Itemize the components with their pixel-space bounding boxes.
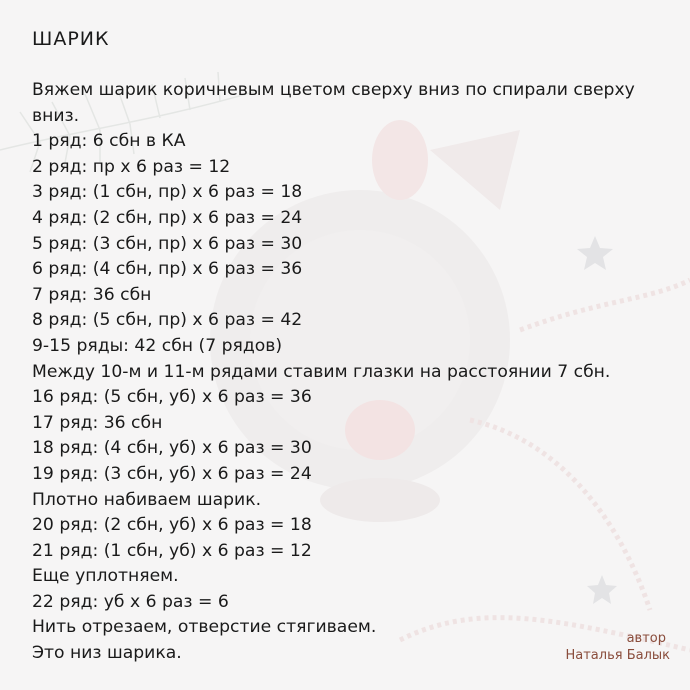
instruction-line: 20 ряд: (2 сбн, уб) х 6 раз = 18 xyxy=(32,515,312,536)
instruction-line: 19 ряд: (3 сбн, уб) х 6 раз = 24 xyxy=(32,463,312,484)
instruction-line: Между 10-м и 11-м рядами ставим глазки на расстоянии 7 сбн. xyxy=(32,361,611,382)
author-credit xyxy=(565,630,670,664)
instruction-line: Это низ шарика. xyxy=(32,643,182,664)
instruction-line: 18 ряд: (4 сбн, уб) х 6 раз = 30 xyxy=(32,438,312,459)
instruction-line: 7 ряд: 36 сбн xyxy=(32,284,152,305)
instruction-line: Еще уплотняем. xyxy=(32,566,179,587)
instruction-line: 8 ряд: (5 сбн, пр) х 6 раз = 42 xyxy=(32,310,303,331)
instruction-line: 22 ряд: уб х 6 раз = 6 xyxy=(32,591,229,612)
intro-line: Вяжем шарик коричневым цветом сверху вниз по спирали сверху вниз. xyxy=(32,80,635,126)
instruction-line: 6 ряд: (4 сбн, пр) х 6 раз = 36 xyxy=(32,259,303,280)
instruction-line: 4 ряд: (2 сбн, пр) х 6 раз = 24 xyxy=(32,207,303,228)
instruction-line: 16 ряд: (5 сбн, уб) х 6 раз = 36 xyxy=(32,387,312,408)
instruction-line: 3 ряд: (1 сбн, пр) х 6 раз = 18 xyxy=(32,182,303,203)
instruction-line: 5 ряд: (3 сбн, пр) х 6 раз = 30 xyxy=(32,233,303,254)
instruction-line: 1 ряд: 6 сбн в КА xyxy=(32,131,186,152)
instruction-line: Плотно набиваем шарик. xyxy=(32,489,262,510)
instruction-line: 2 ряд: пр х 6 раз = 12 xyxy=(32,156,231,177)
instructions-text xyxy=(32,78,682,667)
instruction-line: 9-15 ряды: 42 сбн (7 рядов) xyxy=(32,335,283,356)
instruction-line: 17 ряд: 36 сбн xyxy=(32,412,163,433)
author-name: Наталья Балык xyxy=(565,648,670,663)
page-title: ШАРИК xyxy=(32,28,110,50)
author-label: автор xyxy=(626,631,666,646)
instruction-line: Нить отрезаем, отверстие стягиваем. xyxy=(32,617,377,638)
instruction-line: 21 ряд: (1 сбн, уб) х 6 раз = 12 xyxy=(32,540,312,561)
